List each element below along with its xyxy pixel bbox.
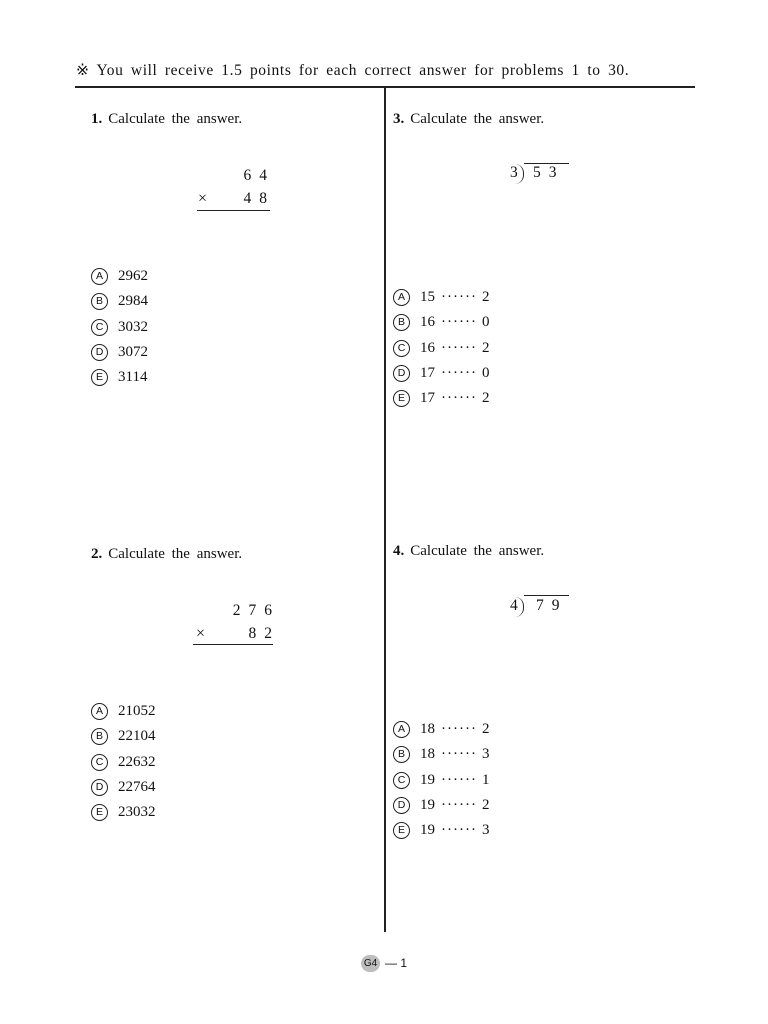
option-letter: A	[393, 289, 410, 306]
option-letter: A	[91, 268, 108, 285]
option-quotient: 19	[420, 771, 435, 788]
question-prompt: Calculate the answer.	[108, 546, 243, 562]
option-letter: E	[393, 822, 410, 839]
option-letter: D	[393, 365, 410, 382]
option-remainder: 3	[481, 746, 490, 763]
remainder-dots: ······	[441, 289, 477, 306]
answer-option[interactable]	[393, 793, 489, 818]
option-letter: B	[91, 293, 108, 310]
remainder-dots: ······	[441, 797, 477, 814]
option-quotient: 17	[420, 365, 435, 382]
question-4-title	[393, 543, 544, 560]
option-letter: E	[393, 390, 410, 407]
option-quotient: 17	[420, 390, 435, 407]
option-letter: C	[91, 754, 108, 771]
option-letter: A	[91, 703, 108, 720]
option-value: 3032	[118, 318, 148, 335]
option-quotient: 16	[420, 339, 435, 356]
option-remainder: 1	[481, 771, 490, 788]
remainder-dots: ······	[441, 365, 477, 382]
multiply-sign: ×	[196, 625, 206, 642]
dividend: 79	[536, 597, 568, 614]
page-number-value: 1	[400, 956, 408, 970]
option-letter: C	[393, 772, 410, 789]
grade-badge: G4	[361, 955, 380, 972]
divisor: 3	[510, 164, 518, 181]
remainder-dots: ······	[441, 771, 477, 788]
option-remainder: 2	[481, 390, 490, 407]
option-letter: A	[393, 721, 410, 738]
option-quotient: 18	[420, 721, 435, 738]
option-quotient: 18	[420, 746, 435, 763]
option-remainder: 2	[481, 339, 490, 356]
page-separator: —	[385, 956, 397, 970]
answer-option[interactable]	[91, 365, 148, 390]
multiplier: 82	[248, 625, 280, 642]
product-rule	[197, 210, 270, 211]
dividend: 53	[533, 164, 565, 181]
option-quotient: 19	[420, 822, 435, 839]
answer-option[interactable]	[91, 724, 156, 749]
option-quotient: 15	[420, 289, 435, 306]
option-letter: B	[393, 746, 410, 763]
answer-option[interactable]	[393, 717, 489, 742]
answer-option[interactable]	[393, 285, 489, 310]
option-value: 22632	[118, 753, 156, 770]
option-letter: C	[91, 319, 108, 336]
answer-option[interactable]	[91, 800, 156, 825]
remainder-dots: ······	[441, 390, 477, 407]
division-bracket	[515, 164, 524, 184]
remainder-dots: ······	[441, 746, 477, 763]
option-letter: E	[91, 804, 108, 821]
option-quotient: 19	[420, 797, 435, 814]
answer-option[interactable]	[91, 340, 148, 365]
answer-options	[393, 717, 489, 843]
option-letter: E	[91, 369, 108, 386]
option-quotient: 16	[420, 314, 435, 331]
answer-option[interactable]	[393, 310, 489, 335]
answer-option[interactable]	[91, 775, 156, 800]
column-divider	[384, 87, 386, 932]
option-remainder: 3	[481, 822, 490, 839]
option-remainder: 2	[481, 797, 490, 814]
multiply-sign: ×	[198, 190, 208, 207]
answer-options	[91, 699, 156, 825]
answer-option[interactable]	[393, 386, 489, 411]
option-value: 23032	[118, 804, 156, 821]
question-number: 4.	[393, 543, 405, 559]
question-number: 3.	[393, 111, 405, 127]
option-letter: D	[91, 344, 108, 361]
option-letter: C	[393, 340, 410, 357]
option-value: 22764	[118, 779, 156, 796]
divisor: 4	[510, 597, 518, 614]
option-value: 3072	[118, 344, 148, 361]
answer-option[interactable]	[91, 289, 148, 314]
option-value: 21052	[118, 703, 156, 720]
answer-option[interactable]	[91, 264, 148, 289]
remainder-dots: ······	[441, 721, 477, 738]
product-rule	[193, 644, 273, 645]
option-remainder: 0	[481, 365, 490, 382]
answer-option[interactable]	[393, 768, 489, 793]
question-number: 1.	[91, 111, 103, 127]
option-letter: D	[91, 779, 108, 796]
page-number	[385, 955, 407, 972]
remainder-dots: ······	[441, 822, 477, 839]
answer-option[interactable]	[393, 336, 489, 361]
option-remainder: 2	[481, 289, 490, 306]
answer-option[interactable]	[393, 818, 489, 843]
multiplicand: 64	[243, 167, 275, 184]
option-letter: D	[393, 797, 410, 814]
option-letter: B	[393, 314, 410, 331]
option-remainder: 2	[481, 721, 490, 738]
question-3-title	[393, 111, 544, 128]
answer-option[interactable]	[393, 742, 489, 767]
remainder-dots: ······	[441, 314, 477, 331]
answer-option[interactable]	[91, 750, 156, 775]
question-number: 2.	[91, 546, 103, 562]
remainder-dots: ······	[441, 339, 477, 356]
question-prompt: Calculate the answer.	[410, 543, 545, 559]
answer-option[interactable]	[91, 699, 156, 724]
multiplicand: 276	[232, 602, 280, 619]
answer-option[interactable]	[393, 361, 489, 386]
answer-option[interactable]	[91, 315, 148, 340]
option-remainder: 0	[481, 314, 490, 331]
option-value: 2962	[118, 268, 148, 285]
question-prompt: Calculate the answer.	[410, 111, 545, 127]
instruction-note: ※ You will receive 1.5 points for each correct answer for problems 1 to 30.	[76, 62, 630, 79]
multiplier: 48	[243, 190, 275, 207]
question-2-title	[91, 546, 242, 563]
option-value: 3114	[118, 369, 148, 386]
question-prompt: Calculate the answer.	[108, 111, 243, 127]
option-letter: B	[91, 728, 108, 745]
option-value: 2984	[118, 293, 148, 310]
answer-options	[393, 285, 489, 411]
option-value: 22104	[118, 728, 156, 745]
question-1-title	[91, 111, 242, 128]
answer-options	[91, 264, 148, 390]
division-bracket	[515, 597, 524, 617]
